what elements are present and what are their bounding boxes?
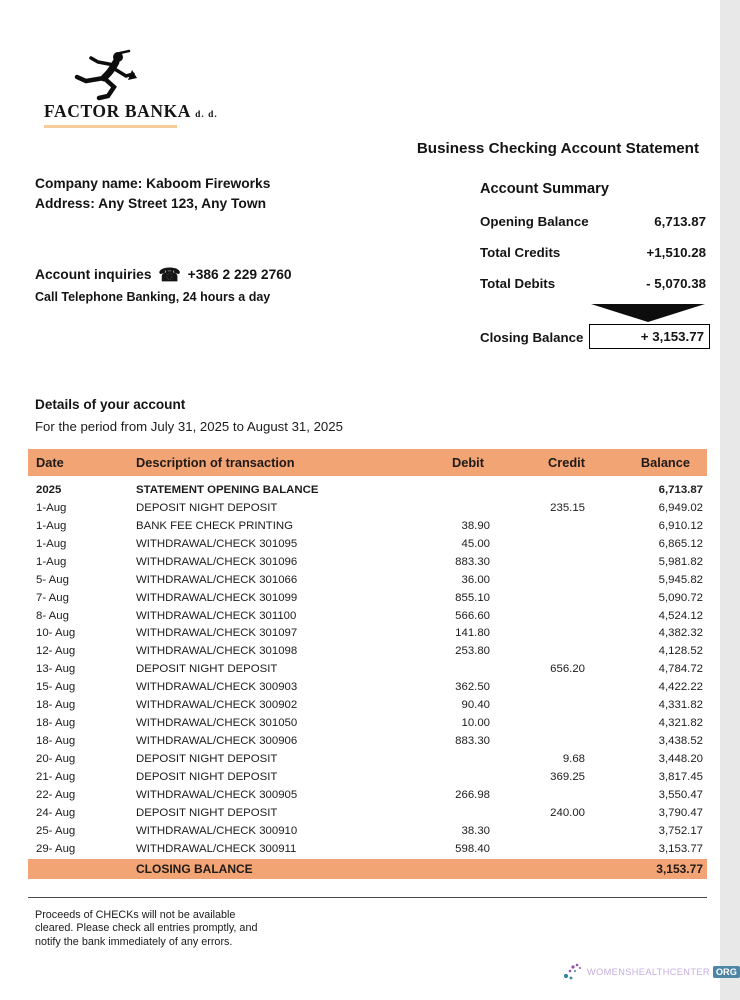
cell-debit: 855.10	[455, 591, 490, 604]
cell-credit: 656.20	[550, 663, 585, 676]
cell-balance: 3,448.20	[658, 753, 703, 766]
cell-balance: 4,422.22	[658, 681, 703, 694]
cell-desc: WITHDRAWAL/CHECK 300911	[136, 842, 297, 855]
cell-date: 29- Aug	[36, 842, 76, 855]
header-description: Description of transaction	[136, 455, 295, 470]
cell-desc: DEPOSIT NIGHT DEPOSIT	[136, 663, 278, 676]
cell-desc: DEPOSIT NIGHT DEPOSIT	[136, 501, 278, 514]
closing-row-balance: 3,153.77	[656, 861, 703, 876]
cell-date: 8- Aug	[36, 609, 69, 622]
table-row	[28, 553, 707, 571]
cell-desc: WITHDRAWAL/CHECK 300903	[136, 681, 298, 694]
cell-debit: 598.40	[455, 842, 490, 855]
cell-balance: 4,784.72	[658, 663, 703, 676]
footnote-line: cleared. Please check all entries promptly, and	[35, 922, 258, 935]
cell-date: 18- Aug	[36, 717, 76, 730]
company-name-line: Company name: Kaboom Fireworks	[35, 176, 271, 191]
bank-name-text: FACTOR BANKA	[44, 101, 191, 121]
header-balance: Balance	[640, 455, 690, 470]
watermark	[563, 962, 740, 982]
header-debit: Debit	[452, 455, 484, 470]
cell-date: 25- Aug	[36, 824, 76, 837]
statement-end-rule	[28, 897, 707, 898]
cell-debit: 253.80	[455, 645, 490, 658]
cell-debit: 141.80	[455, 627, 490, 640]
logo-underline	[44, 125, 177, 128]
closing-row-label: CLOSING BALANCE	[136, 861, 253, 876]
telebanking-line: Call Telephone Banking, 24 hours a day	[35, 290, 271, 304]
cell-desc: WITHDRAWAL/CHECK 300905	[136, 788, 298, 801]
cell-desc: WITHDRAWAL/CHECK 301097	[136, 627, 298, 640]
cell-date: 1-Aug	[36, 519, 67, 532]
summary-value: 6,713.87	[654, 214, 706, 229]
table-row	[28, 517, 707, 535]
cell-credit: 235.15	[550, 501, 585, 514]
cell-desc: WITHDRAWAL/CHECK 300910	[136, 824, 298, 837]
table-row	[28, 786, 707, 804]
summary-label: Total Credits	[480, 245, 561, 260]
watermark-org-badge: ORG	[713, 966, 740, 978]
table-row	[28, 714, 707, 732]
cell-balance: 3,153.77	[658, 842, 703, 855]
summary-value: +1,510.28	[646, 245, 706, 260]
cell-debit: 883.30	[455, 555, 490, 568]
summary-label: Total Debits	[480, 276, 556, 291]
cell-balance: 5,945.82	[658, 573, 703, 586]
cell-balance: 3,790.47	[658, 806, 703, 819]
cell-desc: DEPOSIT NIGHT DEPOSIT	[136, 753, 278, 766]
down-arrow-icon	[591, 304, 705, 322]
account-summary-title: Account Summary	[480, 181, 609, 197]
cell-date: 22- Aug	[36, 788, 76, 801]
table-body	[28, 476, 707, 858]
cell-debit: 362.50	[455, 681, 490, 694]
cell-date: 18- Aug	[36, 735, 76, 748]
details-period: For the period from July 31, 2025 to August 31, 2025	[35, 419, 343, 434]
cell-date: 20- Aug	[36, 753, 76, 766]
cell-date: 12- Aug	[36, 645, 76, 658]
cell-balance: 5,090.72	[658, 591, 703, 604]
cell-debit: 36.00	[461, 573, 490, 586]
cell-balance: 4,382.32	[658, 627, 703, 640]
table-row	[28, 822, 707, 840]
cell-balance: 3,752.17	[658, 824, 703, 837]
table-row	[28, 750, 707, 768]
bank-name	[44, 101, 218, 122]
leaping-figure-icon	[66, 50, 151, 100]
cell-debit: 38.90	[461, 519, 490, 532]
summary-row-debits	[480, 276, 710, 292]
table-row	[28, 607, 707, 625]
inquiries-label: Account inquiries	[35, 267, 152, 282]
details-title: Details of your account	[35, 397, 186, 412]
cell-debit: 10.00	[461, 717, 490, 730]
cell-desc: BANK FEE CHECK PRINTING	[136, 519, 293, 532]
table-row	[28, 696, 707, 714]
phone-icon: ☎	[158, 265, 181, 285]
watermark-dots-icon	[563, 962, 585, 982]
bank-logo	[44, 50, 218, 128]
footnote-line: notify the bank immediately of any errors.	[35, 935, 233, 948]
summary-row-opening	[480, 214, 710, 230]
cell-balance: 3,438.52	[658, 735, 703, 748]
cell-debit: 90.40	[461, 699, 490, 712]
table-row	[28, 571, 707, 589]
cell-credit: 369.25	[550, 770, 585, 783]
table-row	[28, 642, 707, 660]
cell-balance: 6,910.12	[658, 519, 703, 532]
cell-date: 1-Aug	[36, 537, 67, 550]
cell-date: 5- Aug	[36, 573, 69, 586]
cell-desc: DEPOSIT NIGHT DEPOSIT	[136, 770, 278, 783]
table-row	[28, 732, 707, 750]
statement-title: Business Checking Account Statement	[416, 140, 699, 157]
cell-desc: WITHDRAWAL/CHECK 301095	[136, 537, 298, 550]
table-row	[28, 660, 707, 678]
cell-balance: 3,550.47	[658, 788, 703, 801]
cell-debit: 566.60	[455, 609, 490, 622]
footnote-line: Proceeds of CHECKs will not be available	[35, 909, 236, 921]
header-date: Date	[36, 455, 64, 470]
table-row	[28, 678, 707, 696]
cell-balance: 4,331.82	[658, 699, 703, 712]
cell-credit: 9.68	[562, 753, 585, 766]
account-inquiries-line	[35, 265, 292, 286]
header-credit: Credit	[548, 455, 585, 470]
table-row	[28, 589, 707, 607]
transactions-table	[28, 449, 707, 879]
summary-label: Opening Balance	[480, 214, 589, 229]
company-address-line: Address: Any Street 123, Any Town	[35, 195, 267, 211]
cell-balance: 6,949.02	[658, 501, 703, 514]
cell-balance: 4,524.12	[658, 609, 703, 622]
cell-desc: WITHDRAWAL/CHECK 301100	[136, 609, 297, 622]
company-block	[35, 174, 270, 213]
cell-debit: 883.30	[455, 735, 490, 748]
cell-debit: 45.00	[461, 537, 490, 550]
summary-value: - 5,070.38	[646, 276, 706, 291]
cell-date: 2025	[36, 483, 62, 496]
table-row	[28, 768, 707, 786]
cell-date: 24- Aug	[36, 806, 76, 819]
cell-desc: WITHDRAWAL/CHECK 300906	[136, 735, 298, 748]
table-row	[28, 625, 707, 643]
watermark-text: WOMENSHEALTHCENTER	[587, 967, 710, 977]
cell-desc: WITHDRAWAL/CHECK 300902	[136, 699, 298, 712]
cell-date: 18- Aug	[36, 699, 76, 712]
cell-date: 15- Aug	[36, 681, 76, 694]
table-row	[28, 840, 707, 858]
cell-date: 7- Aug	[36, 591, 69, 604]
cell-desc: WITHDRAWAL/CHECK 301098	[136, 645, 298, 658]
cell-date: 13- Aug	[36, 663, 76, 676]
cell-desc: WITHDRAWAL/CHECK 301099	[136, 591, 298, 604]
cell-date: 10- Aug	[36, 627, 76, 640]
cell-balance: 4,321.82	[658, 717, 703, 730]
cell-credit: 240.00	[550, 806, 585, 819]
cell-balance: 6,713.87	[658, 483, 703, 496]
table-row	[28, 499, 707, 517]
phone-number: +386 2 229 2760	[187, 267, 292, 282]
table-row	[28, 804, 707, 822]
cell-balance: 4,128.52	[658, 645, 703, 658]
cell-date: 1-Aug	[36, 501, 67, 514]
table-header-row	[28, 449, 707, 476]
cell-date: 21- Aug	[36, 770, 76, 783]
cell-balance: 5,981.82	[658, 555, 703, 568]
summary-row-credits	[480, 245, 710, 261]
cell-date: 1-Aug	[36, 555, 67, 568]
cell-desc: DEPOSIT NIGHT DEPOSIT	[136, 806, 278, 819]
cell-desc: WITHDRAWAL/CHECK 301066	[136, 573, 298, 586]
cell-desc: WITHDRAWAL/CHECK 301096	[136, 555, 298, 568]
table-row	[28, 535, 707, 553]
account-summary	[480, 181, 710, 353]
table-row	[28, 481, 707, 499]
cell-desc: WITHDRAWAL/CHECK 301050	[136, 717, 298, 730]
closing-balance-row	[28, 859, 707, 879]
cell-balance: 6,865.12	[658, 537, 703, 550]
cell-balance: 3,817.45	[658, 770, 703, 783]
cell-debit: 38.30	[461, 824, 490, 837]
footnote	[35, 909, 257, 949]
closing-balance-label: Closing Balance	[480, 330, 584, 345]
cell-desc: STATEMENT OPENING BALANCE	[136, 483, 319, 496]
closing-balance-box: + 3,153.77	[589, 324, 710, 349]
cell-debit: 266.98	[455, 788, 490, 801]
bank-name-suffix: d. d.	[195, 110, 218, 120]
